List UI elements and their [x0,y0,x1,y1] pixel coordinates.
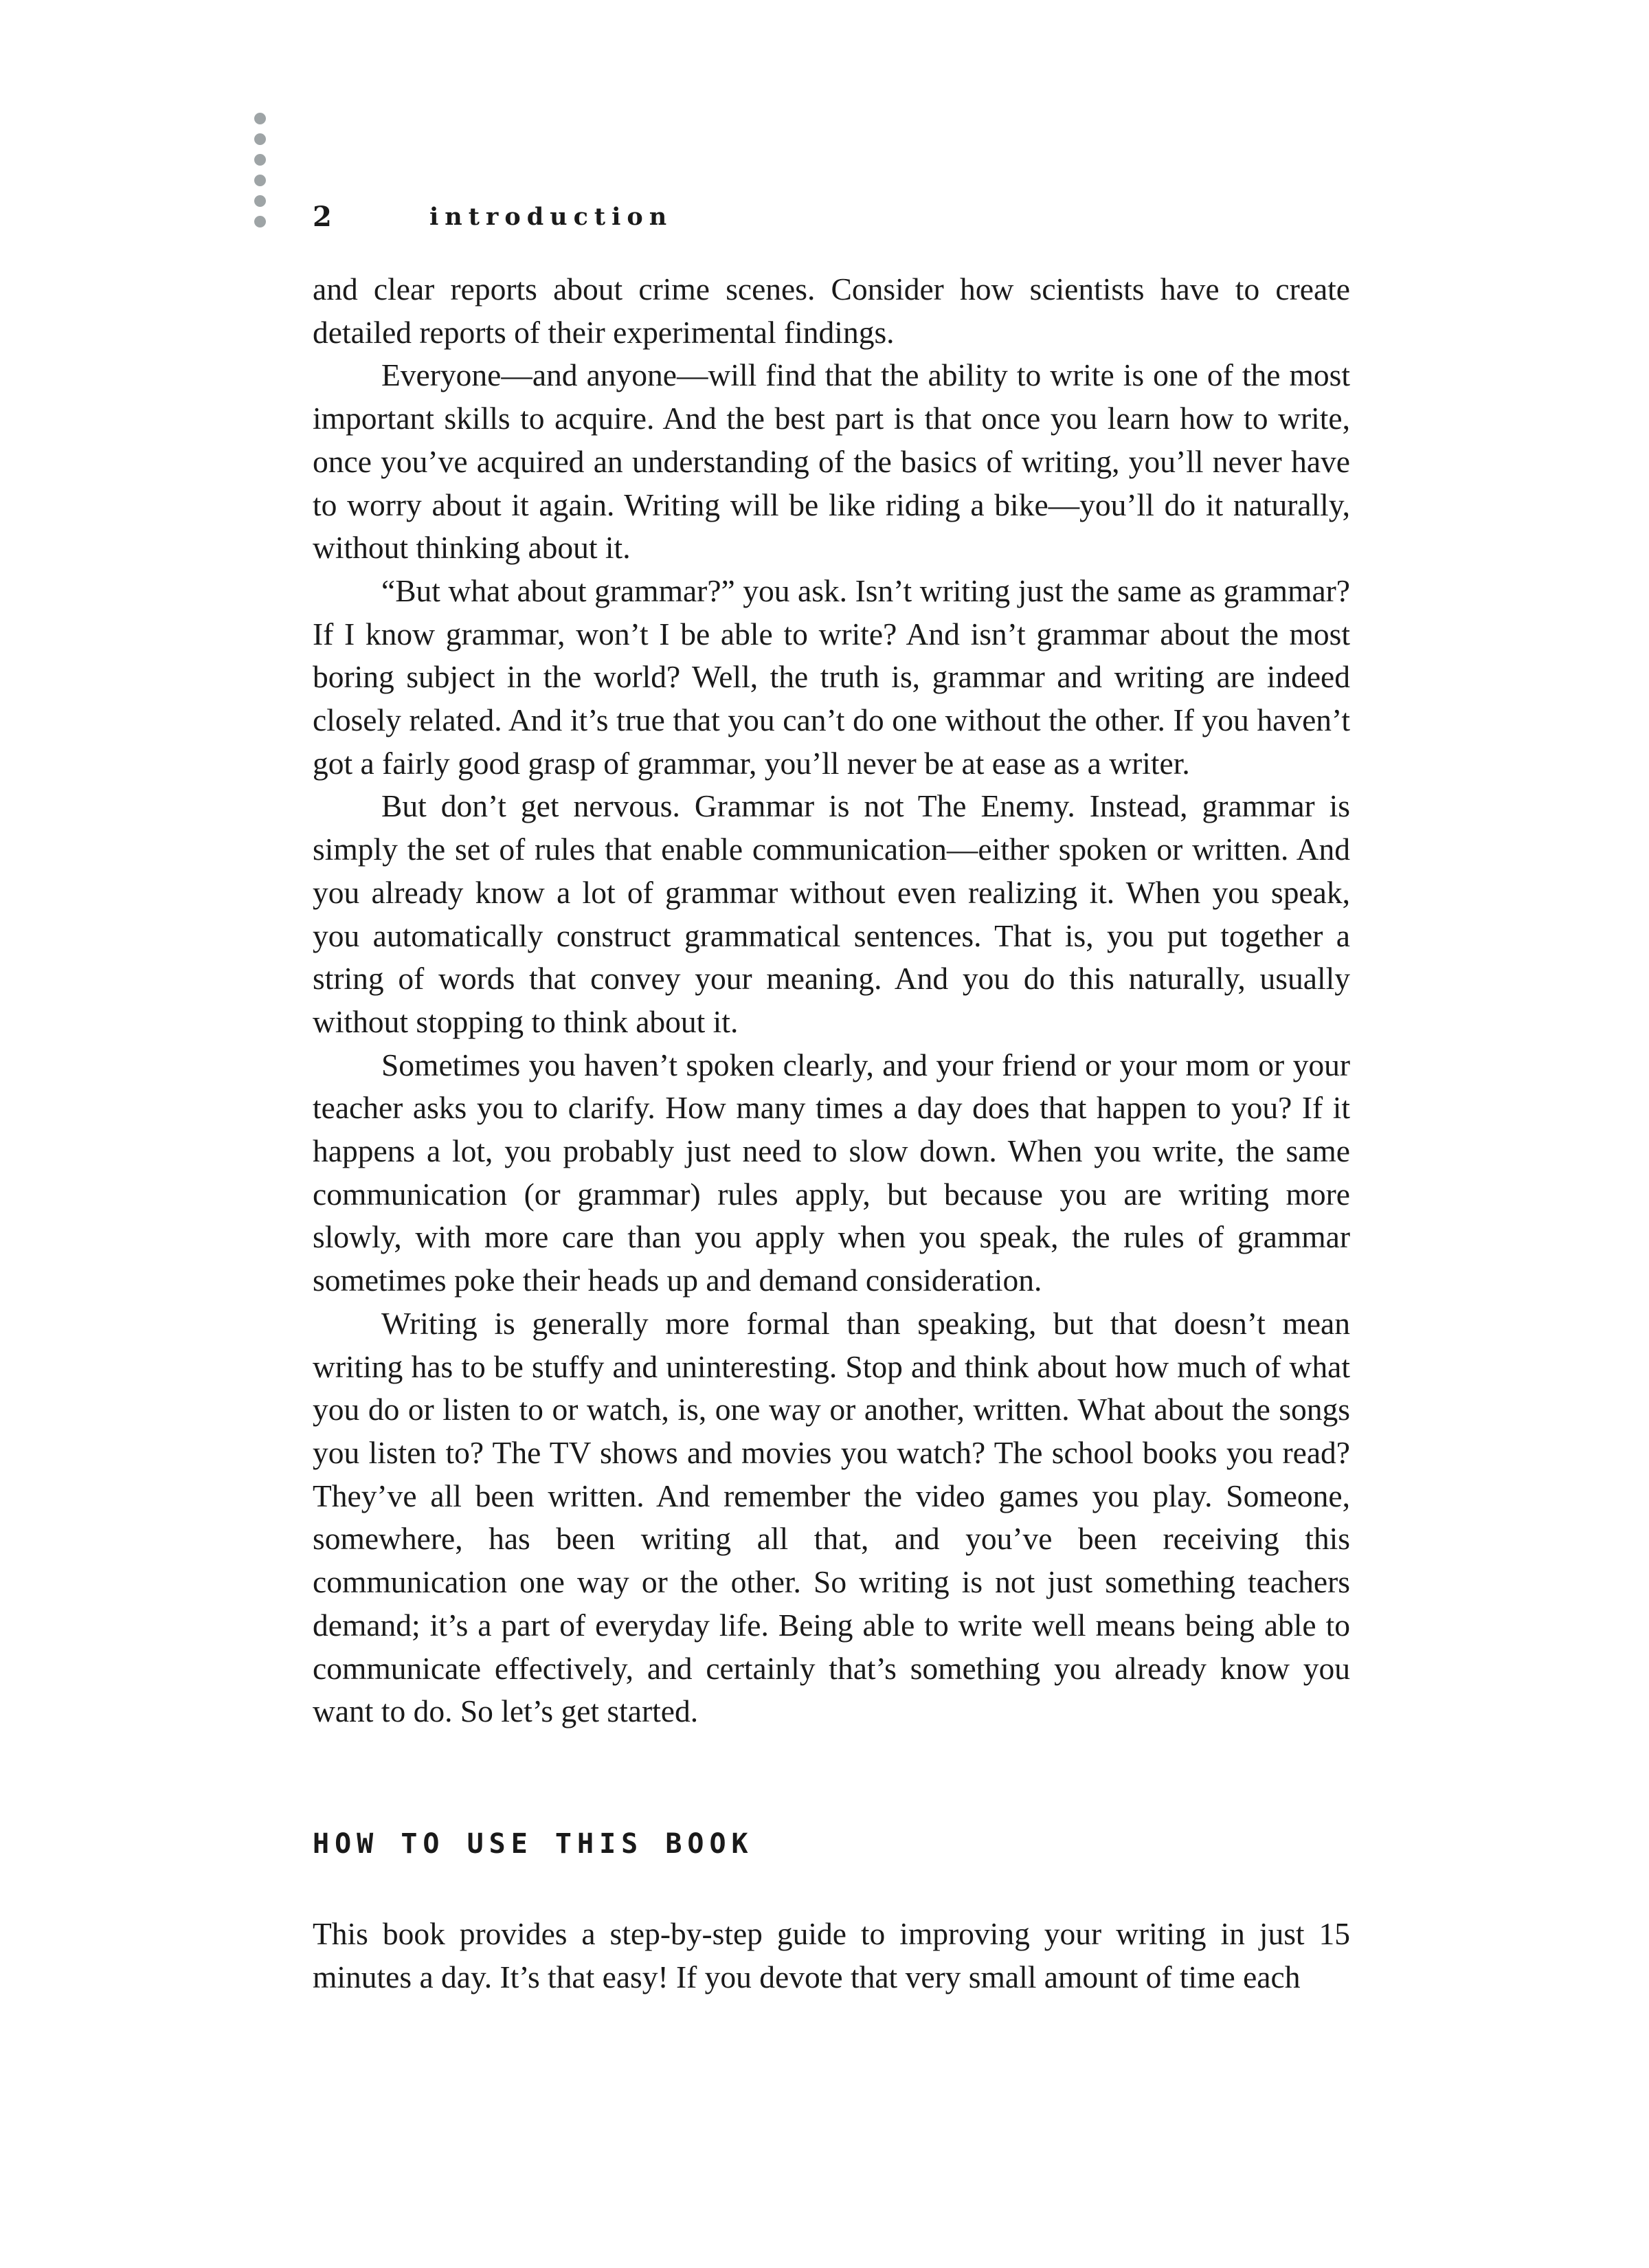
paragraph: Sometimes you haven’t spoken clearly, and your friend or your mom or your teacher asks you to clarify. How many times a day does that happen to you? If it happens a lot, you probably just need to slow down. When you write, the same communication (or grammar) rules apply, but because you are writing more slowly, with more care than you apply when you speak, the rules of grammar sometimes poke their heads up and demand consideration. [313,1047,1350,1298]
paragraph: and clear reports about crime scenes. Consider how scientists have to create detailed reports of their experimental findings. [313,271,1350,350]
section-body [313,1913,1350,1999]
page-number: 2 [313,200,332,233]
dot-icon [254,113,266,124]
paragraph: “But what about grammar?” you ask. Isn’t writing just the same as grammar? If I know grammar, won’t I be able to write? And isn’t grammar about the most boring subject in the world? Well, the truth is, grammar and writing are indeed closely related. And it’s true that you can’t do one without the other. If you haven’t got a fairly good grasp of grammar, you’ll never be at ease as a writer. [313,572,1350,781]
dot-icon [254,154,266,166]
paragraph: Writing is generally more formal than speaking, but that doesn’t mean writing has to be stuffy and uninteresting. Stop and think about how much of what you do or listen to or watch, is, one way or another, written. What about the songs you listen to? The TV shows and movies you watch? The school books you read? They’ve all been written. And remember the video games you play. Someone, somewhere, has been writing all that, and you’ve been receiving this communication one way or the other. So writing is not just something teachers demand; it’s a part of everyday life. Being able to write well means being able to communicate effectively, and certainly that’s something you already know you want to do. So let’s get started. [313,1305,1350,1729]
dot-icon [254,133,266,145]
running-head [313,196,673,237]
chapter-title: introduction [429,202,673,231]
dot-icon [254,175,266,186]
paragraph: Everyone—and anyone—will find that the ability to write is one of the most important skills to acquire. And the best part is that once you learn how to write, once you’ve acquired an understanding of the basics of writing, you’ll never have to worry about it again. Writing will be like riding a bike—you’ll do it naturally, without thinking about it. [313,357,1350,566]
body-text [313,268,1350,1733]
section-heading: HOW TO USE THIS BOOK [313,1828,754,1860]
decorative-dots [254,113,268,236]
paragraph: This book provides a step-by-step guide to improving your writing in just 15 minutes a day. It’s that easy! If you devote that very small amount of time each [313,1916,1350,1994]
paragraph: But don’t get nervous. Grammar is not The Enemy. Instead, grammar is simply the set of rules that enable communication—either spoken or written. And you already know a lot of grammar without even realizing it. When you speak, you automatically construct grammatical sentences. That is, you put together a string of words that convey your meaning. And you do this naturally, usually without stopping to think about it. [313,788,1350,1039]
dot-icon [254,216,266,227]
dot-icon [254,195,266,207]
